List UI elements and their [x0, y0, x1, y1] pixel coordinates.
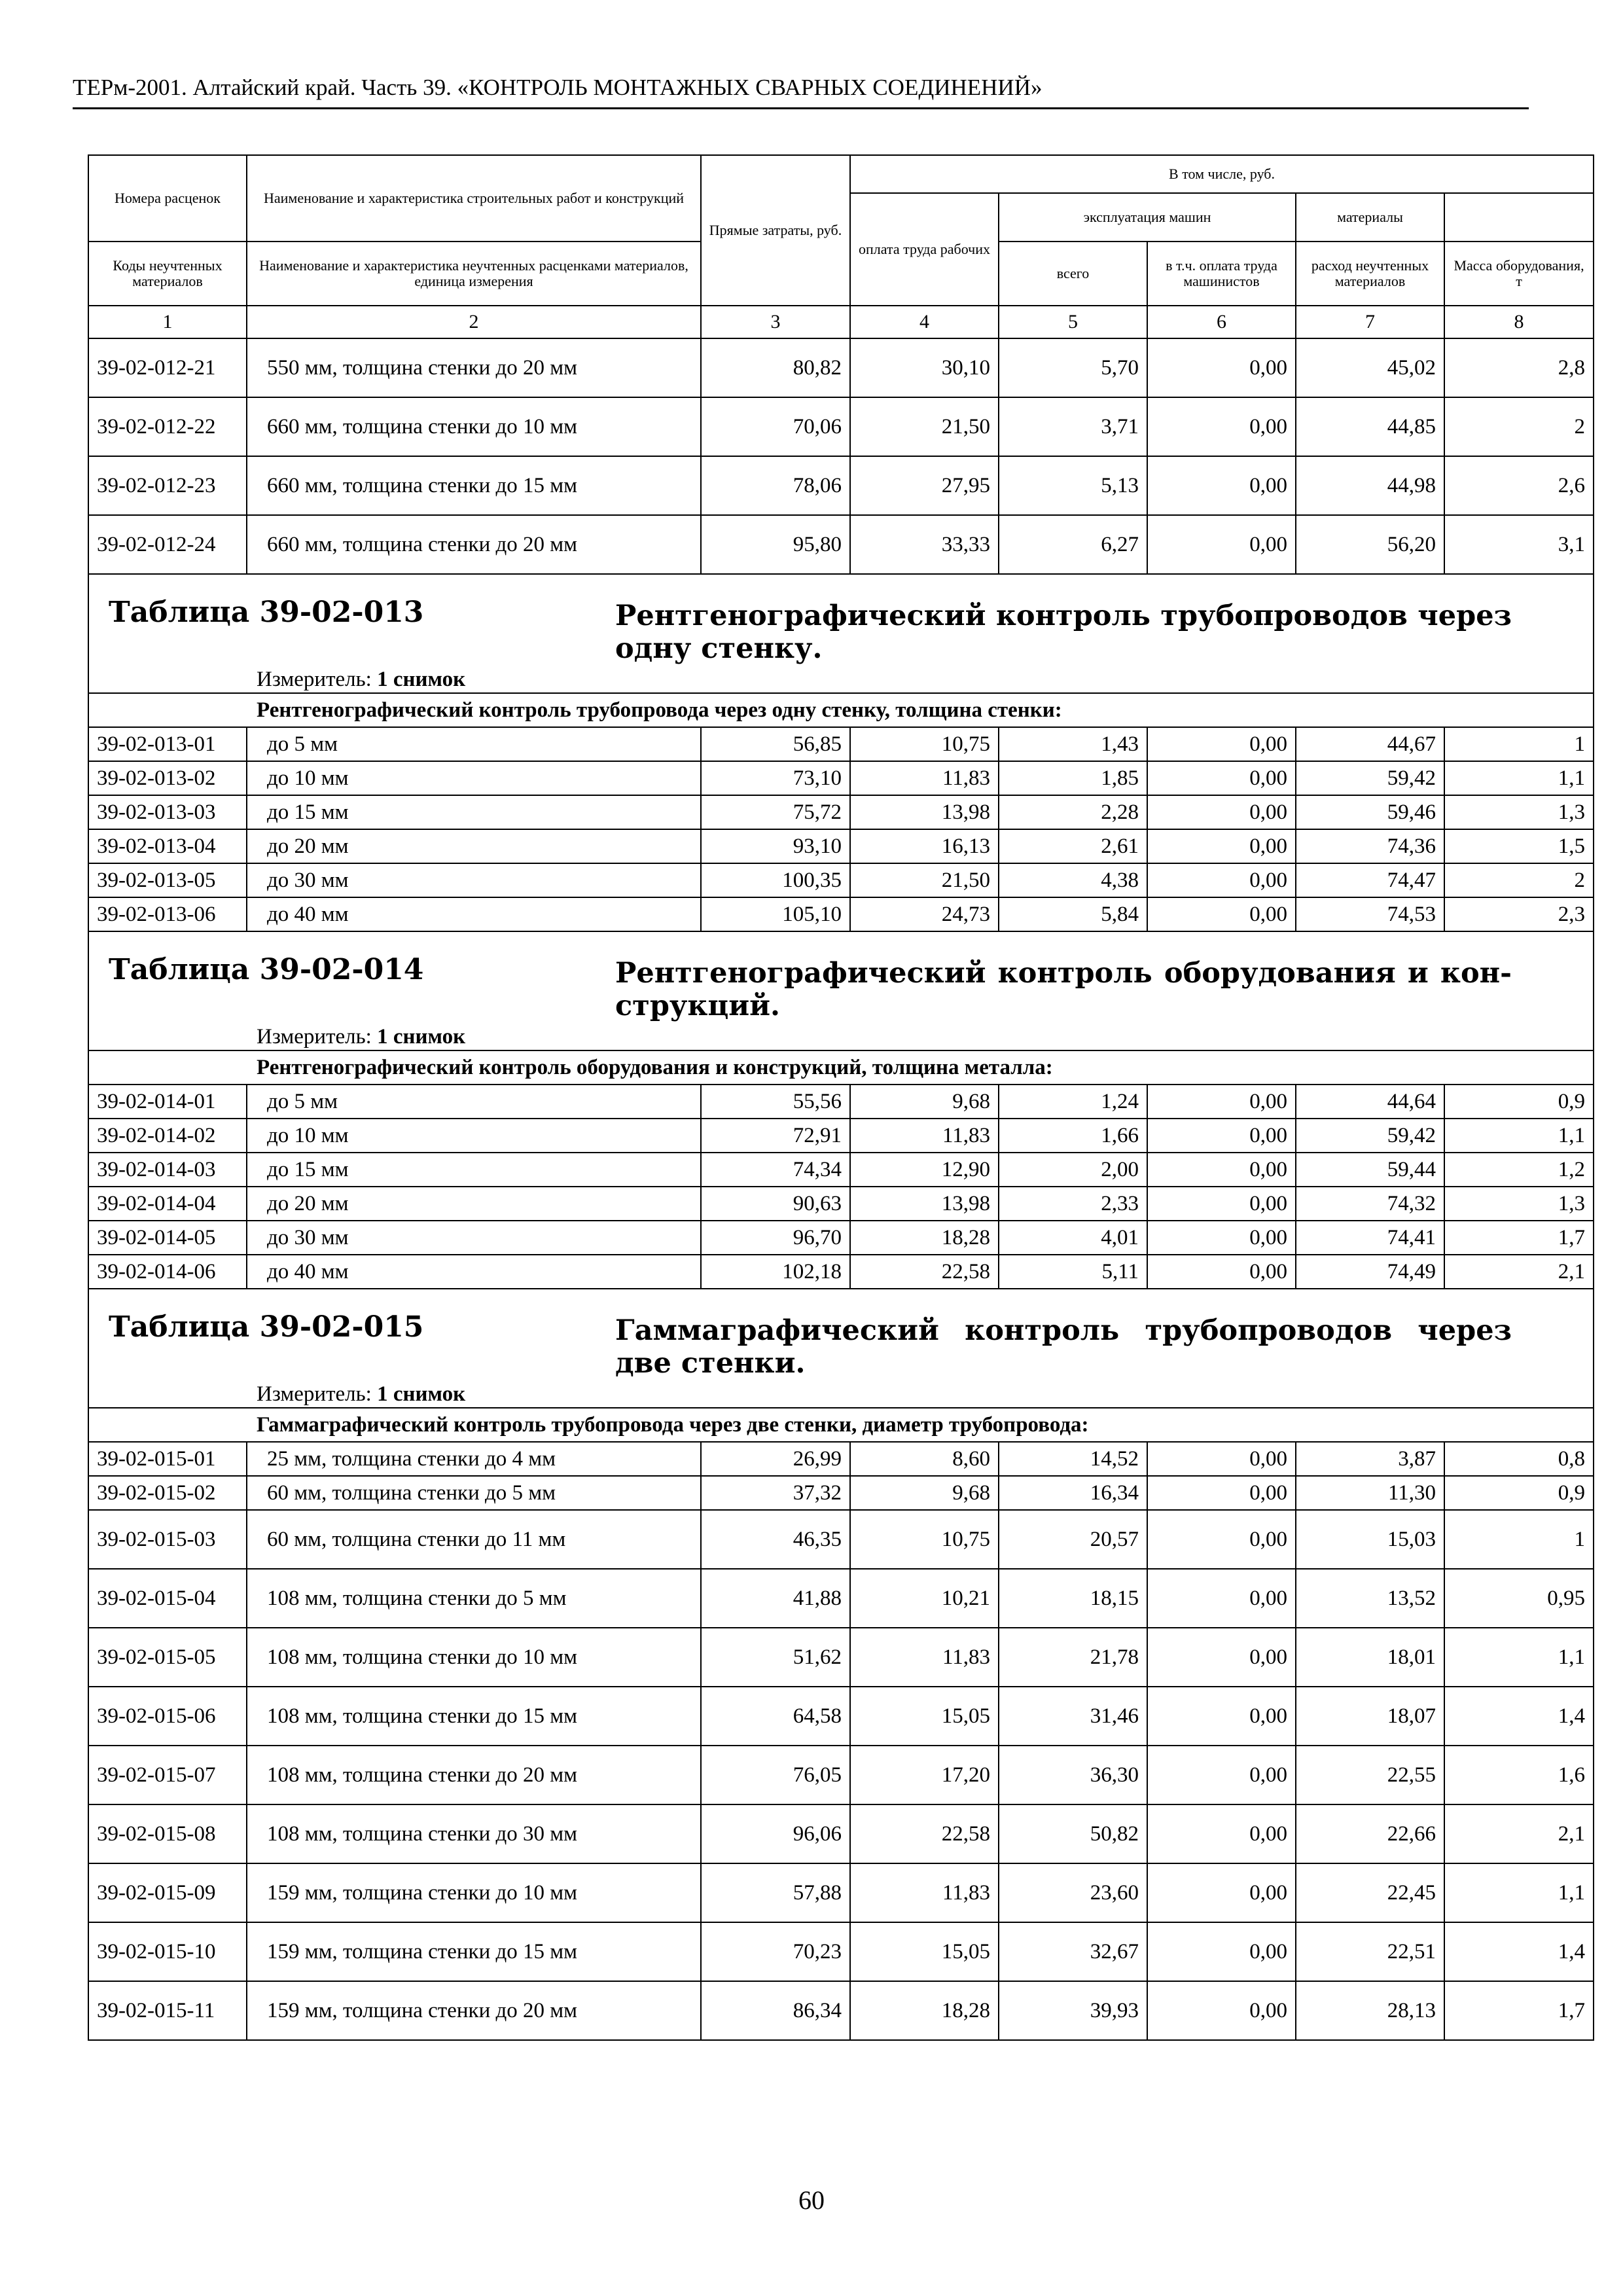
head-materials: материалы	[1296, 193, 1444, 242]
table-row	[88, 338, 1594, 397]
value-unaccounted-materials: 44,98	[1296, 456, 1444, 515]
section-heading	[88, 574, 1594, 693]
value-direct-costs: 74,34	[701, 1153, 850, 1187]
table-row	[88, 1153, 1594, 1187]
meter-label: Измеритель:	[257, 1025, 372, 1049]
value-labor-pay: 18,28	[850, 1221, 999, 1255]
value-machines-total: 31,46	[999, 1687, 1147, 1746]
value-unaccounted-materials: 3,87	[1296, 1442, 1444, 1476]
value-unaccounted-materials: 74,36	[1296, 829, 1444, 863]
table-row	[88, 1804, 1594, 1863]
value-direct-costs: 37,32	[701, 1476, 850, 1510]
value-labor-pay: 11,83	[850, 1863, 999, 1922]
section-title: Гаммаграфический контроль трубопроводов через две стенки.	[615, 1314, 1512, 1380]
value-labor-pay: 16,13	[850, 829, 999, 863]
value-direct-costs: 70,23	[701, 1922, 850, 1981]
section-subtitle: Гаммаграфический контроль трубопровода через две стенки, диаметр трубопровода:	[88, 1408, 1594, 1442]
value-labor-cost: 1,5	[1444, 829, 1594, 863]
section-subtitle: Рентгенографический контроль трубопровода через одну стенку, толщина стенки:	[88, 693, 1594, 727]
value-drivers-pay: 0,00	[1147, 1628, 1296, 1687]
value-labor-pay: 13,98	[850, 1187, 999, 1221]
head-work-name: Наименование и характеристика строительных работ и конструкций	[247, 155, 701, 242]
meter-value: 1 снимок	[377, 668, 466, 691]
value-unaccounted-materials: 59,46	[1296, 795, 1444, 829]
value-machines-total: 4,01	[999, 1221, 1147, 1255]
head-machines-total: всего	[999, 242, 1147, 306]
rate-code: 39-02-015-01	[88, 1442, 247, 1476]
value-unaccounted-materials: 13,52	[1296, 1569, 1444, 1628]
table-row	[88, 727, 1594, 761]
rate-code: 39-02-015-11	[88, 1981, 247, 2040]
value-labor-cost: 1,1	[1444, 761, 1594, 795]
section-table-number: Таблица 39-02-015	[109, 1310, 424, 1344]
value-machines-total: 16,34	[999, 1476, 1147, 1510]
rate-code: 39-02-014-01	[88, 1085, 247, 1119]
value-labor-pay: 8,60	[850, 1442, 999, 1476]
column-number: 3	[701, 306, 850, 338]
value-unaccounted-materials: 59,44	[1296, 1153, 1444, 1187]
table-row	[88, 863, 1594, 897]
section-meter	[257, 666, 465, 692]
work-description: 660 мм, толщина стенки до 10 мм	[247, 397, 701, 456]
value-direct-costs: 56,85	[701, 727, 850, 761]
work-description: до 15 мм	[247, 1153, 701, 1187]
column-number: 5	[999, 306, 1147, 338]
value-machines-total: 5,13	[999, 456, 1147, 515]
rate-code: 39-02-012-21	[88, 338, 247, 397]
value-drivers-pay: 0,00	[1147, 1510, 1296, 1569]
value-direct-costs: 100,35	[701, 863, 850, 897]
value-labor-cost: 1,3	[1444, 795, 1594, 829]
meter-value: 1 снимок	[377, 1382, 466, 1406]
value-labor-pay: 9,68	[850, 1476, 999, 1510]
value-labor-cost: 1,7	[1444, 1221, 1594, 1255]
value-drivers-pay: 0,00	[1147, 761, 1296, 795]
value-direct-costs: 73,10	[701, 761, 850, 795]
value-machines-total: 1,85	[999, 761, 1147, 795]
value-labor-pay: 11,83	[850, 761, 999, 795]
value-unaccounted-materials: 18,07	[1296, 1687, 1444, 1746]
table-row	[88, 1119, 1594, 1153]
value-labor-cost: 1,7	[1444, 1981, 1594, 2040]
section-title: Рентгенографический контроль оборудования и кон-струкций.	[615, 957, 1512, 1022]
table-row	[88, 1442, 1594, 1476]
value-direct-costs: 102,18	[701, 1255, 850, 1289]
head-direct-costs: Прямые затраты, руб.	[701, 155, 850, 306]
meter-label: Измеритель:	[257, 1382, 372, 1406]
value-machines-total: 2,00	[999, 1153, 1147, 1187]
value-direct-costs: 51,62	[701, 1628, 850, 1687]
value-machines-total: 5,84	[999, 897, 1147, 931]
value-drivers-pay: 0,00	[1147, 1153, 1296, 1187]
value-unaccounted-materials: 59,42	[1296, 761, 1444, 795]
value-unaccounted-materials: 22,66	[1296, 1804, 1444, 1863]
table-row	[88, 1569, 1594, 1628]
table-row	[88, 1221, 1594, 1255]
value-drivers-pay: 0,00	[1147, 1255, 1296, 1289]
value-labor-cost: 1,6	[1444, 1746, 1594, 1804]
value-machines-total: 6,27	[999, 515, 1147, 574]
value-machines-total: 21,78	[999, 1628, 1147, 1687]
table-row	[88, 515, 1594, 574]
rate-code: 39-02-012-23	[88, 456, 247, 515]
value-labor-pay: 10,75	[850, 1510, 999, 1569]
table-row	[88, 1187, 1594, 1221]
section-heading-row	[88, 574, 1594, 693]
value-unaccounted-materials: 74,41	[1296, 1221, 1444, 1255]
value-labor-cost: 1,1	[1444, 1863, 1594, 1922]
rate-code: 39-02-014-04	[88, 1187, 247, 1221]
work-description: до 5 мм	[247, 727, 701, 761]
value-labor-pay: 22,58	[850, 1804, 999, 1863]
rate-code: 39-02-014-03	[88, 1153, 247, 1187]
work-description: до 30 мм	[247, 1221, 701, 1255]
value-labor-cost: 2,1	[1444, 1804, 1594, 1863]
value-direct-costs: 90,63	[701, 1187, 850, 1221]
column-number: 7	[1296, 306, 1444, 338]
value-labor-pay: 17,20	[850, 1746, 999, 1804]
rate-code: 39-02-015-03	[88, 1510, 247, 1569]
work-description: 159 мм, толщина стенки до 10 мм	[247, 1863, 701, 1922]
value-labor-pay: 24,73	[850, 897, 999, 931]
value-drivers-pay: 0,00	[1147, 1476, 1296, 1510]
value-machines-total: 1,24	[999, 1085, 1147, 1119]
head-drivers-pay: в т.ч. оплата труда машинистов	[1147, 242, 1296, 306]
value-labor-cost: 0,9	[1444, 1085, 1594, 1119]
value-labor-pay: 30,10	[850, 338, 999, 397]
value-machines-total: 32,67	[999, 1922, 1147, 1981]
work-description: 60 мм, толщина стенки до 11 мм	[247, 1510, 701, 1569]
value-drivers-pay: 0,00	[1147, 1687, 1296, 1746]
value-drivers-pay: 0,00	[1147, 1981, 1296, 2040]
table-row	[88, 1922, 1594, 1981]
value-drivers-pay: 0,00	[1147, 863, 1296, 897]
head-labor-pay: оплата труда рабочих	[850, 193, 999, 306]
value-unaccounted-materials: 59,42	[1296, 1119, 1444, 1153]
value-direct-costs: 76,05	[701, 1746, 850, 1804]
value-labor-cost: 2,1	[1444, 1255, 1594, 1289]
value-unaccounted-materials: 22,55	[1296, 1746, 1444, 1804]
value-labor-pay: 27,95	[850, 456, 999, 515]
value-machines-total: 23,60	[999, 1863, 1147, 1922]
section-title: Рентгенографический контроль трубопроводов через одну стенку.	[615, 600, 1512, 665]
work-description: 159 мм, толщина стенки до 20 мм	[247, 1981, 701, 2040]
table-row	[88, 1863, 1594, 1922]
table-row	[88, 795, 1594, 829]
rate-code: 39-02-015-08	[88, 1804, 247, 1863]
value-drivers-pay: 0,00	[1147, 727, 1296, 761]
value-labor-cost: 3,1	[1444, 515, 1594, 574]
table-row	[88, 1981, 1594, 2040]
column-number: 4	[850, 306, 999, 338]
value-drivers-pay: 0,00	[1147, 1804, 1296, 1863]
value-direct-costs: 46,35	[701, 1510, 850, 1569]
rate-code: 39-02-013-04	[88, 829, 247, 863]
section-meter	[257, 1024, 465, 1050]
value-labor-cost: 2	[1444, 863, 1594, 897]
value-labor-cost: 1,4	[1444, 1687, 1594, 1746]
value-labor-pay: 10,21	[850, 1569, 999, 1628]
value-drivers-pay: 0,00	[1147, 1221, 1296, 1255]
value-labor-pay: 15,05	[850, 1687, 999, 1746]
value-drivers-pay: 0,00	[1147, 897, 1296, 931]
value-machines-total: 39,93	[999, 1981, 1147, 2040]
rates-table	[88, 154, 1594, 2041]
value-unaccounted-materials: 44,67	[1296, 727, 1444, 761]
value-direct-costs: 70,06	[701, 397, 850, 456]
rate-code: 39-02-015-07	[88, 1746, 247, 1804]
value-unaccounted-materials: 56,20	[1296, 515, 1444, 574]
section-meter	[257, 1381, 465, 1407]
rate-code: 39-02-015-10	[88, 1922, 247, 1981]
work-description: до 30 мм	[247, 863, 701, 897]
value-drivers-pay: 0,00	[1147, 515, 1296, 574]
section-subtitle-row	[88, 1050, 1594, 1085]
head-unaccounted-names: Наименование и характеристика неучтенных расценками материалов, единица измерения	[247, 242, 701, 306]
work-description: 550 мм, толщина стенки до 20 мм	[247, 338, 701, 397]
value-unaccounted-materials: 22,51	[1296, 1922, 1444, 1981]
value-unaccounted-materials: 74,53	[1296, 897, 1444, 931]
section-subtitle: Рентгенографический контроль оборудования и конструкций, толщина металла:	[88, 1050, 1594, 1085]
value-drivers-pay: 0,00	[1147, 338, 1296, 397]
value-machines-total: 5,70	[999, 338, 1147, 397]
value-labor-cost: 1	[1444, 1510, 1594, 1569]
table-row	[88, 829, 1594, 863]
value-labor-pay: 21,50	[850, 397, 999, 456]
work-description: до 20 мм	[247, 1187, 701, 1221]
value-direct-costs: 96,70	[701, 1221, 850, 1255]
work-description: 108 мм, толщина стенки до 30 мм	[247, 1804, 701, 1863]
value-drivers-pay: 0,00	[1147, 1119, 1296, 1153]
section-subtitle-row	[88, 1408, 1594, 1442]
table-row	[88, 1510, 1594, 1569]
rate-code: 39-02-012-22	[88, 397, 247, 456]
rate-code: 39-02-014-02	[88, 1119, 247, 1153]
value-labor-cost: 2,3	[1444, 897, 1594, 931]
value-unaccounted-materials: 22,45	[1296, 1863, 1444, 1922]
value-unaccounted-materials: 44,85	[1296, 397, 1444, 456]
value-labor-pay: 12,90	[850, 1153, 999, 1187]
column-numbers-row	[88, 306, 1594, 338]
work-description: 660 мм, толщина стенки до 15 мм	[247, 456, 701, 515]
value-labor-cost: 2,8	[1444, 338, 1594, 397]
value-direct-costs: 72,91	[701, 1119, 850, 1153]
rate-code: 39-02-014-05	[88, 1221, 247, 1255]
value-labor-cost: 0,8	[1444, 1442, 1594, 1476]
rate-code: 39-02-013-05	[88, 863, 247, 897]
section-heading	[88, 1289, 1594, 1408]
value-machines-total: 36,30	[999, 1746, 1147, 1804]
page-number: 60	[798, 2185, 825, 2215]
rate-code: 39-02-015-04	[88, 1569, 247, 1628]
rate-code: 39-02-012-24	[88, 515, 247, 574]
value-direct-costs: 93,10	[701, 829, 850, 863]
value-unaccounted-materials: 74,47	[1296, 863, 1444, 897]
work-description: 108 мм, толщина стенки до 5 мм	[247, 1569, 701, 1628]
work-description: до 10 мм	[247, 761, 701, 795]
value-labor-pay: 11,83	[850, 1119, 999, 1153]
value-machines-total: 1,66	[999, 1119, 1147, 1153]
value-drivers-pay: 0,00	[1147, 397, 1296, 456]
value-drivers-pay: 0,00	[1147, 1922, 1296, 1981]
column-number: 8	[1444, 306, 1594, 338]
section-table-number: Таблица 39-02-014	[109, 953, 424, 986]
head-rate-numbers: Номера расценок	[88, 155, 247, 242]
value-direct-costs: 80,82	[701, 338, 850, 397]
section-heading-row	[88, 931, 1594, 1050]
value-labor-cost: 1,1	[1444, 1119, 1594, 1153]
value-labor-cost: 2,6	[1444, 456, 1594, 515]
value-labor-pay: 11,83	[850, 1628, 999, 1687]
work-description: до 10 мм	[247, 1119, 701, 1153]
value-direct-costs: 41,88	[701, 1569, 850, 1628]
value-direct-costs: 57,88	[701, 1863, 850, 1922]
value-machines-total: 2,28	[999, 795, 1147, 829]
value-labor-cost: 1,2	[1444, 1153, 1594, 1187]
value-drivers-pay: 0,00	[1147, 1442, 1296, 1476]
work-description: до 20 мм	[247, 829, 701, 863]
value-drivers-pay: 0,00	[1147, 1085, 1296, 1119]
value-drivers-pay: 0,00	[1147, 829, 1296, 863]
table-row	[88, 1746, 1594, 1804]
table-row	[88, 397, 1594, 456]
value-unaccounted-materials: 11,30	[1296, 1476, 1444, 1510]
rate-code: 39-02-015-05	[88, 1628, 247, 1687]
value-drivers-pay: 0,00	[1147, 1863, 1296, 1922]
value-labor-cost: 2	[1444, 397, 1594, 456]
rate-code: 39-02-013-02	[88, 761, 247, 795]
value-labor-pay: 22,58	[850, 1255, 999, 1289]
section-heading-row	[88, 1289, 1594, 1408]
value-unaccounted-materials: 74,49	[1296, 1255, 1444, 1289]
running-header: ТЕРм-2001. Алтайский край. Часть 39. «КОНТРОЛЬ МОНТАЖНЫХ СВАРНЫХ СОЕДИНЕНИЙ»	[73, 72, 1529, 109]
value-labor-cost: 1,1	[1444, 1628, 1594, 1687]
section-heading	[88, 931, 1594, 1050]
value-direct-costs: 78,06	[701, 456, 850, 515]
table-row	[88, 1628, 1594, 1687]
value-drivers-pay: 0,00	[1147, 456, 1296, 515]
work-description: 108 мм, толщина стенки до 10 мм	[247, 1628, 701, 1687]
value-labor-cost: 0,9	[1444, 1476, 1594, 1510]
head-including: В том числе, руб.	[850, 155, 1594, 193]
value-drivers-pay: 0,00	[1147, 1746, 1296, 1804]
value-unaccounted-materials: 45,02	[1296, 338, 1444, 397]
value-labor-pay: 13,98	[850, 795, 999, 829]
value-drivers-pay: 0,00	[1147, 795, 1296, 829]
table-row	[88, 1255, 1594, 1289]
value-labor-cost: 1,3	[1444, 1187, 1594, 1221]
table-row	[88, 456, 1594, 515]
rate-code: 39-02-015-02	[88, 1476, 247, 1510]
value-labor-pay: 21,50	[850, 863, 999, 897]
value-machines-total: 2,61	[999, 829, 1147, 863]
value-drivers-pay: 0,00	[1147, 1569, 1296, 1628]
table-row	[88, 897, 1594, 931]
value-direct-costs: 64,58	[701, 1687, 850, 1746]
value-direct-costs: 75,72	[701, 795, 850, 829]
column-number: 2	[247, 306, 701, 338]
value-machines-total: 4,38	[999, 863, 1147, 897]
work-description: до 40 мм	[247, 1255, 701, 1289]
head-unaccounted-materials: расход неучтенных материалов	[1296, 242, 1444, 306]
value-unaccounted-materials: 44,64	[1296, 1085, 1444, 1119]
work-description: 660 мм, толщина стенки до 20 мм	[247, 515, 701, 574]
value-direct-costs: 55,56	[701, 1085, 850, 1119]
value-direct-costs: 26,99	[701, 1442, 850, 1476]
section-table-number: Таблица 39-02-013	[109, 596, 424, 629]
value-unaccounted-materials: 74,32	[1296, 1187, 1444, 1221]
value-machines-total: 50,82	[999, 1804, 1147, 1863]
value-unaccounted-materials: 28,13	[1296, 1981, 1444, 2040]
value-machines-total: 14,52	[999, 1442, 1147, 1476]
table-row	[88, 1085, 1594, 1119]
work-description: 159 мм, толщина стенки до 15 мм	[247, 1922, 701, 1981]
work-description: до 40 мм	[247, 897, 701, 931]
rate-code: 39-02-013-03	[88, 795, 247, 829]
value-unaccounted-materials: 18,01	[1296, 1628, 1444, 1687]
table-row	[88, 1687, 1594, 1746]
table-row	[88, 1476, 1594, 1510]
work-description: 108 мм, толщина стенки до 15 мм	[247, 1687, 701, 1746]
value-machines-total: 1,43	[999, 727, 1147, 761]
value-direct-costs: 96,06	[701, 1804, 850, 1863]
value-direct-costs: 105,10	[701, 897, 850, 931]
value-machines-total: 5,11	[999, 1255, 1147, 1289]
rate-code: 39-02-015-09	[88, 1863, 247, 1922]
section-subtitle-row	[88, 693, 1594, 727]
work-description: 25 мм, толщина стенки до 4 мм	[247, 1442, 701, 1476]
meter-label: Измеритель:	[257, 668, 372, 691]
rate-code: 39-02-015-06	[88, 1687, 247, 1746]
rate-code: 39-02-013-06	[88, 897, 247, 931]
value-direct-costs: 86,34	[701, 1981, 850, 2040]
work-description: до 15 мм	[247, 795, 701, 829]
work-description: 108 мм, толщина стенки до 20 мм	[247, 1746, 701, 1804]
value-labor-cost: 0,95	[1444, 1569, 1594, 1628]
head-unaccounted-codes: Коды неучтенных материалов	[88, 242, 247, 306]
value-labor-pay: 33,33	[850, 515, 999, 574]
value-drivers-pay: 0,00	[1147, 1187, 1296, 1221]
value-machines-total: 20,57	[999, 1510, 1147, 1569]
head-machines: эксплуатация машин	[999, 193, 1296, 242]
value-machines-total: 3,71	[999, 397, 1147, 456]
value-labor-pay: 9,68	[850, 1085, 999, 1119]
column-number: 6	[1147, 306, 1296, 338]
value-unaccounted-materials: 15,03	[1296, 1510, 1444, 1569]
value-direct-costs: 95,80	[701, 515, 850, 574]
value-labor-pay: 15,05	[850, 1922, 999, 1981]
value-labor-pay: 18,28	[850, 1981, 999, 2040]
work-description: до 5 мм	[247, 1085, 701, 1119]
rate-code: 39-02-013-01	[88, 727, 247, 761]
value-machines-total: 18,15	[999, 1569, 1147, 1628]
value-machines-total: 2,33	[999, 1187, 1147, 1221]
meter-value: 1 снимок	[377, 1025, 466, 1049]
value-labor-cost: 1,4	[1444, 1922, 1594, 1981]
rate-code: 39-02-014-06	[88, 1255, 247, 1289]
value-labor-cost: 1	[1444, 727, 1594, 761]
value-labor-pay: 10,75	[850, 727, 999, 761]
table-row	[88, 761, 1594, 795]
column-number: 1	[88, 306, 247, 338]
work-description: 60 мм, толщина стенки до 5 мм	[247, 1476, 701, 1510]
head-equipment-mass: Масса оборудования, т	[1444, 242, 1594, 306]
head-row-1	[88, 155, 1594, 193]
